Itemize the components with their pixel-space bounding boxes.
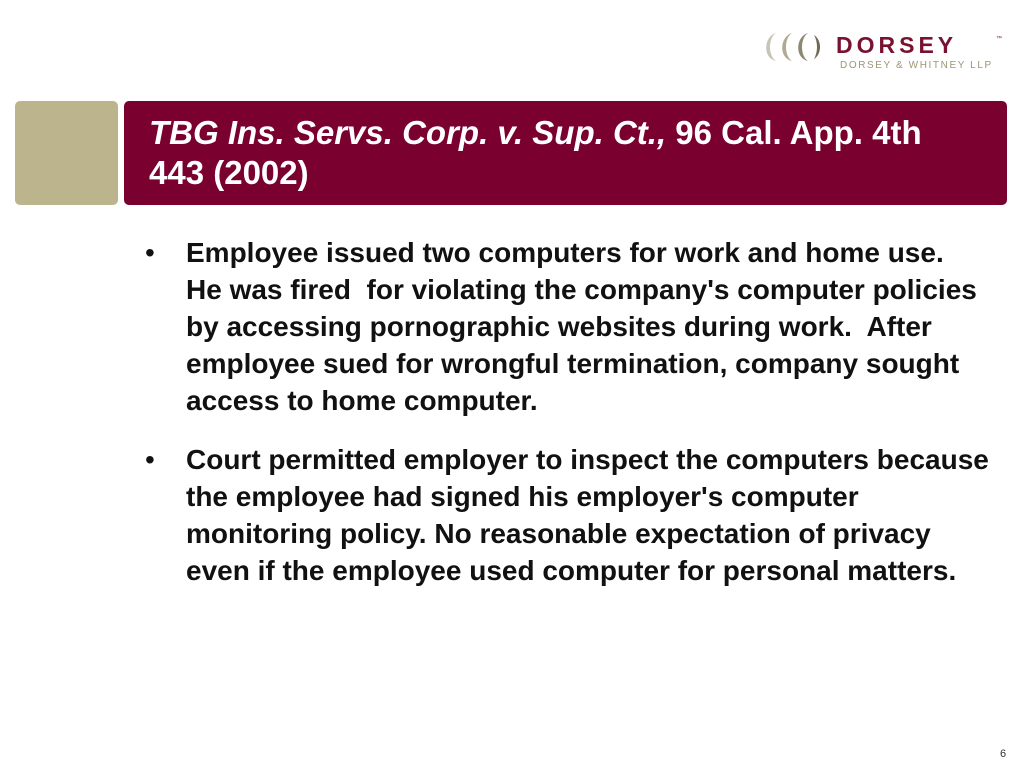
title-accent-square (15, 101, 118, 205)
dorsey-swoosh-icon (758, 30, 828, 64)
logo-subtitle: DORSEY & WHITNEY LLP (840, 60, 993, 71)
dorsey-logo (758, 28, 1008, 76)
bullet-marker: • (145, 237, 155, 268)
bullet-text: Court permitted employer to inspect the computers because the employee had signed his employer's computer monitoring policy. No reasonable expectation of privacy even if the employee used computer for personal matters. (186, 444, 997, 586)
title-citation: 96 Cal. App. 4th 443 (2002) (149, 114, 922, 191)
bullet-item (145, 234, 995, 419)
slide-title (149, 113, 969, 193)
logo-trademark: ™ (996, 36, 1002, 42)
title-case-name: TBG Ins. Servs. Corp. v. Sup. Ct., (149, 114, 667, 151)
bullet-item (145, 441, 995, 589)
bullet-text: Employee issued two computers for work and home use. He was fired for violating the company's computer policies by accessing pornographic websites during work. After employee sued for wrongful termination, company sought access to home computer. (186, 237, 985, 416)
logo-wordmark: DORSEY (836, 32, 958, 58)
page-number: 6 (1000, 748, 1007, 760)
bullet-list (145, 234, 995, 611)
bullet-marker: • (145, 444, 155, 475)
